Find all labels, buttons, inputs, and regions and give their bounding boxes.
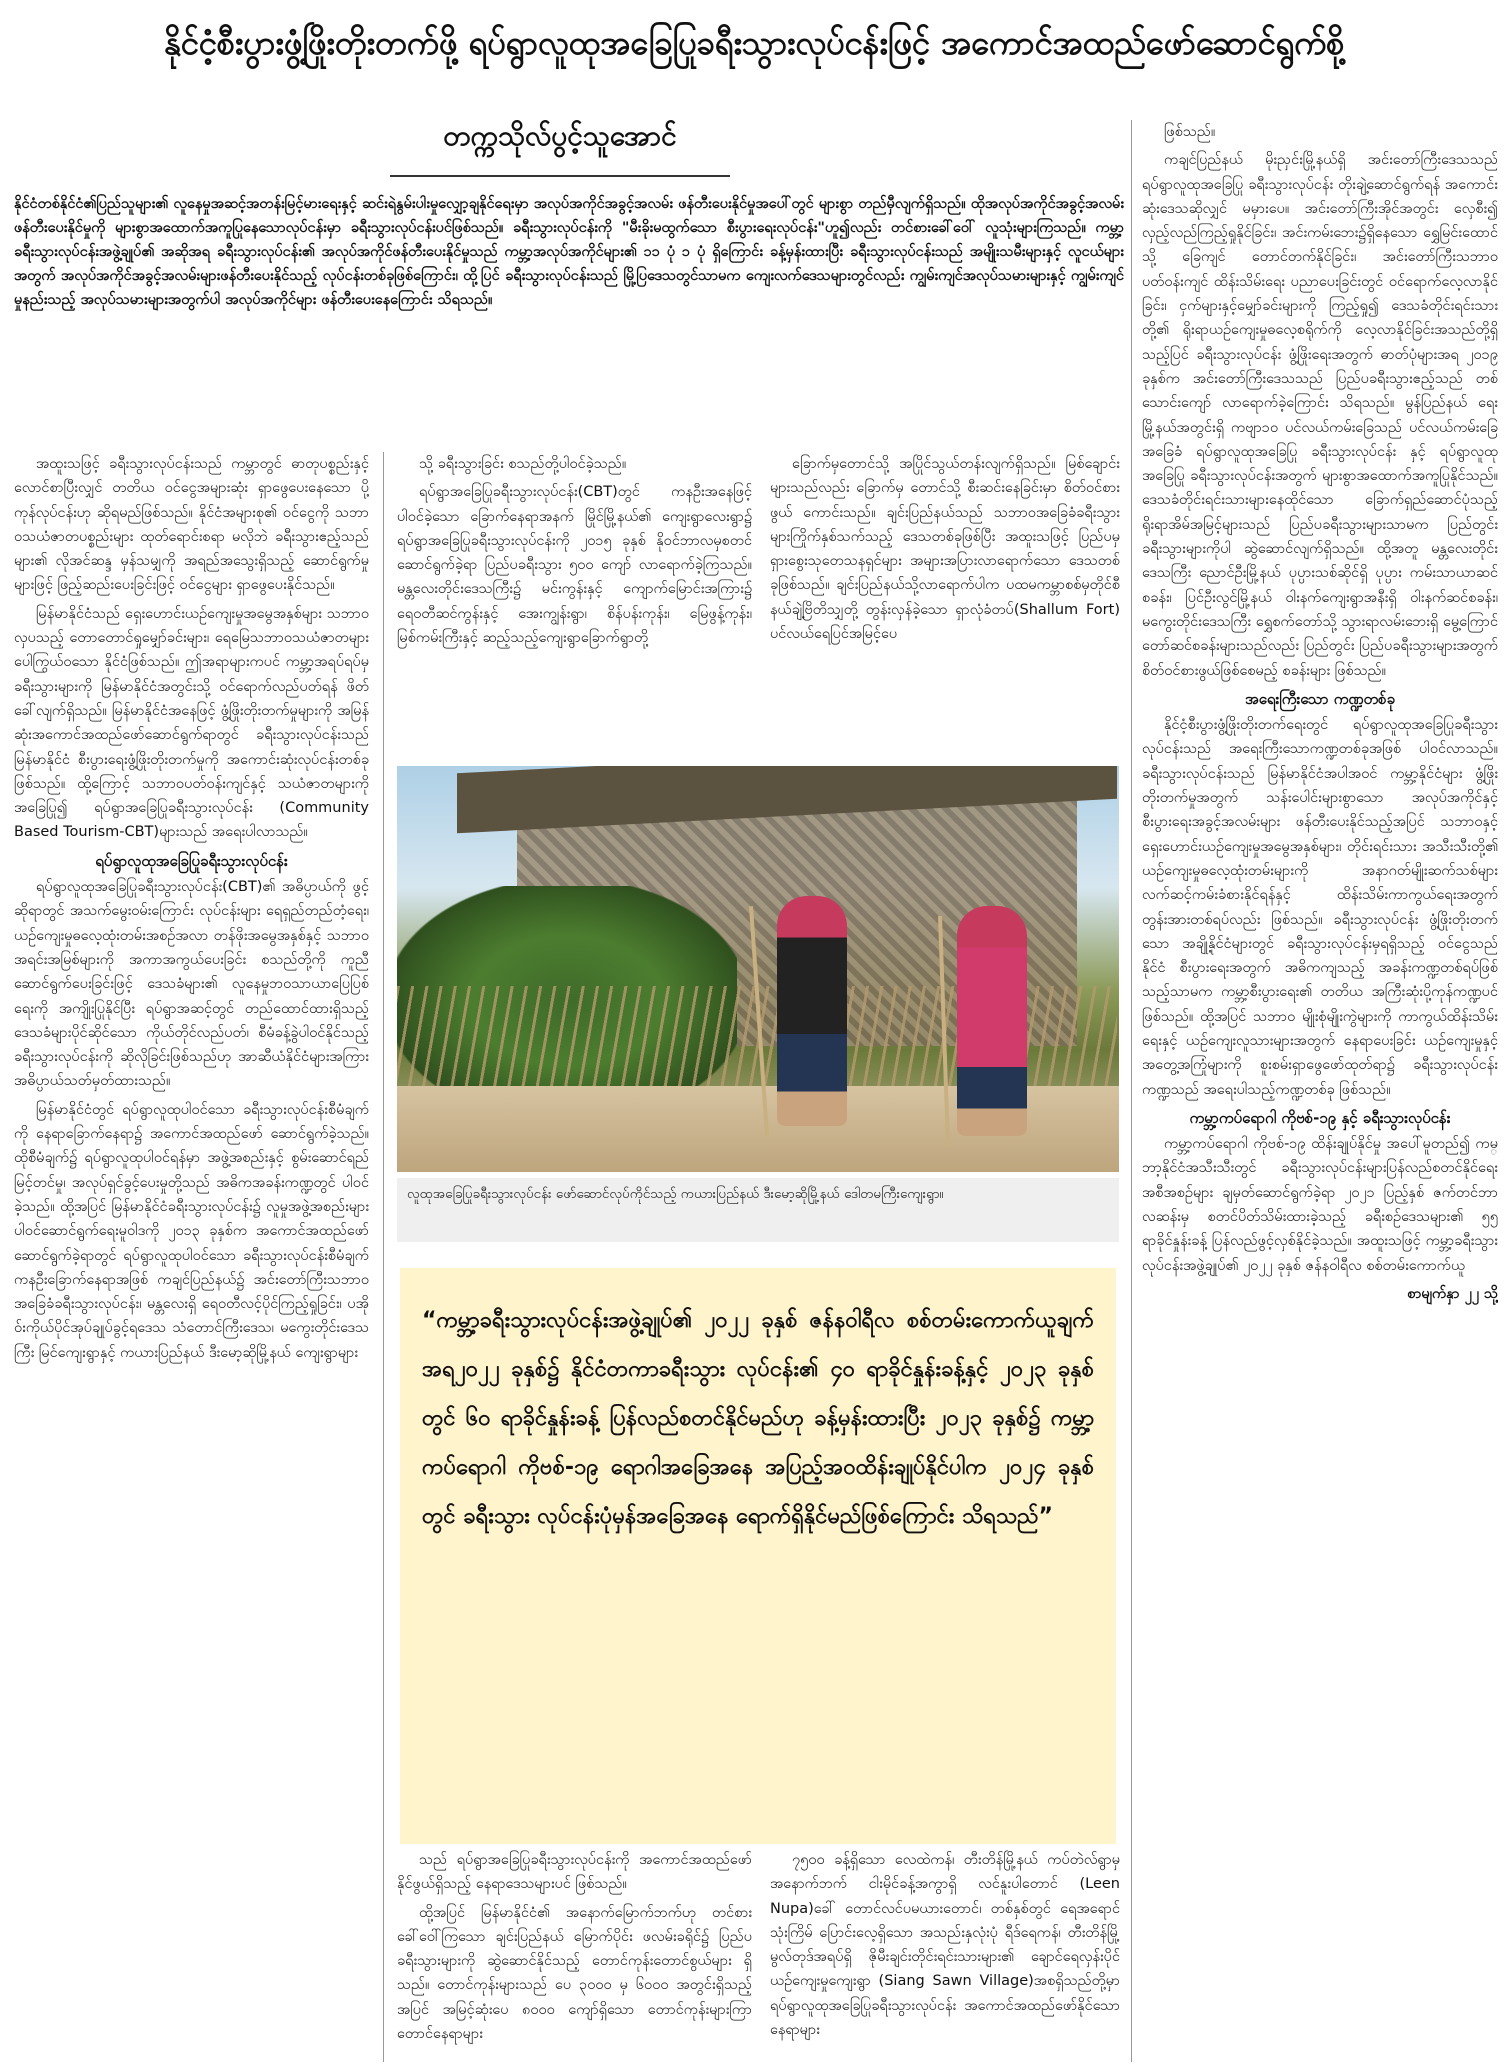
column-3-bottom (770, 1848, 1120, 2062)
subheading: အရေးကြီးသော ကဏ္ဍတစ်ခု (1244, 689, 1396, 708)
column-3-top (770, 452, 1120, 760)
intro-paragraph: နိုင်ငံတစ်နိုင်ငံ၏ပြည်သူများ၏ လူနေမှုအဆင့်အတန်းမြင့်မားရေးနှင့် ဆင်းရဲနွမ်းပါးမှုလျှော့ချနိုင်ရေးမှာ အလုပ်အကိုင်အခွင့်အလမ်း ဖန်တီးပေးနိုင်မှုအပေါ်တွင် များစွာ တည်မှီလျက်ရှိသည်။ ထိုအလုပ်အကိုင်အခွင့်အလမ်း ဖန်တီးပေးနိုင်မှုကို များစွာအထောက်အကူပြုနေသောလုပ်ငန်းမှာ ခရီးသွားလုပ်ငန်းပင်ဖြစ်သည်။ ခရီးသွားလုပ်ငန်းကို "မီးခိုးမထွက်သော စီးပွားရေးလုပ်ငန်း"ဟူ၍လည်း တင်စားခေါ်ဝေါ် လူသုံးများကြသည်။ ကမ္ဘာ့ခရီးသွားလုပ်ငန်းအဖွဲ့ချုပ်၏ အဆိုအရ ခရီးသွားလုပ်ငန်း၏ အလုပ်အကိုင်ဖန်တီးပေးနိုင်မှုသည် ကမ္ဘာ့အလုပ်အကိုင်များ၏ ၁၁ ပုံ ၁ ပုံ ရှိကြောင်း ခန့်မှန်းထားပြီး ခရီးသွားလုပ်ငန်းသည် အမျိုးသမီးများနှင့် လူငယ်များအတွက် အလုပ်အကိုင်အခွင့်အလမ်းများဖန်တီးပေးနိုင်သည့် လုပ်ငန်းတစ်ခုဖြစ်ကြောင်း၊ ထို့ပြင် ခရီးသွားလုပ်ငန်းသည် မြို့ပြဒေသတွင်သာမက ကျေးလက်ဒေသများတွင်လည်း ကျွမ်းကျင်အလုပ်သမားများနှင့် ကျွမ်းကျင်မှုနည်းသည့် အလုပ်သမားများအတွက်ပါ အလုပ်အကိုင်များ ဖန်တီးပေးနေကြောင်း သိရသည်။ (14, 196, 1124, 308)
paragraph: ခြောက်မှတောင်သို့ အပြိုင်သွယ်တန်းလျက်ရှိသည်။ မြစ်ချောင်းများသည်လည်း ခြောက်မှ တောင်သို့ စီးဆင်းနေခြင်းမှာ စိတ်ဝင်စားဖွယ် ကောင်းသည်။ ချင်းပြည်နယ်သည် သဘာဝအခြေခံခရီးသွားများကြိုက်နှစ်သက်သည့် ဒေသတစ်ခုဖြစ်ပြီး အထူးသဖြင့် ပြည်ပမှ ရှားစွေးသုတေသနရှင်များ အများအပြားလာရောက်သော ဒေသတစ်ခုဖြစ်သည်။ ချင်းပြည်နယ်သို့လာရောက်ပါက ပထမကမ္ဘာစစ်မှတိုင်စီ နယ်ချဲ့ဗြိတိသျှတို့ တွန်းလှန်ခဲ့သော ရှာလုံခံတပ်(Shallum Fort) ပင်လယ်ရေပြင်အမြင့်ပေ (770, 456, 1120, 643)
paragraph: ရပ်ရွာလူထုအခြေပြုခရီးသွားလုပ်ငန်း(CBT)၏ အဓိပ္ပာယ်ကို ဖွင့်ဆိုရာတွင် အသက်မွေးဝမ်းကြောင်း လုပ်ငန်းများ ရေရှည်တည်တံ့ရေး၊ ယဉ်ကျေးမှုဓလေ့ထုံးတမ်းအစဉ်အလာ တန်ဖိုးအမွေအနှစ်နှင့် သဘာဝအရင်းအမြစ်များကို အကာအကွယ်ပေးခြင်း စသည်တို့ကို ကူညီဆောင်ရွက်ပေးခြင်းဖြင့် ဒေသခံများ၏ လူနေမှုဘဝသာယာပြေပြစ်ရေးကို အကျိုးပြုနိုင်ပြီး ရပ်ရွာအဆင့်တွင် တည်ထောင်ထားရှိသည့် ဒေသခံများပိုင်ဆိုင်သော ကိုယ်တိုင်လည်ပတ်၊ စီမံခန့်ခွဲပါဝင်နိုင်သည့် ခရီးသွားလုပ်ငန်းကို ဆိုလိုခြင်းဖြစ်သည်ဟု အာဆီယံနိုင်ငံများအကြား အဓိပ္ပာယ်သတ်မှတ်ထားသည်။ (14, 879, 369, 1090)
headline: နိုင်ငံ့စီးပွားဖွံ့ဖြိုးတိုးတက်ဖို့ ရပ်ရွာလူထုအခြေပြုခရီးသွားလုပ်ငန်းဖြင့် အကောင်အထည်ဖော်ဆောင်ရွက်စို့ (163, 23, 1345, 62)
paragraph: ကချင်ပြည်နယ် မိုးညှင်းမြို့နယ်ရှိ အင်းတော်ကြီးဒေသသည် ရပ်ရွာလူထုအခြေပြု ခရီးသွားလုပ်ငန်း တိုးချဲ့ဆောင်ရွက်ရန် အကောင်းဆုံးဒေသဆိုလျှင် မမှားပေ။ အင်းတော်ကြီးအိုင်အတွင်း လှေစီး၍ လှည့်လည်ကြည့်ရှုနိုင်ခြင်း၊ အင်းကမ်းဘေး၌ရှိနေသော ရွှေမြင်းထောင်သို့ ခြေကျင် တောင်တက်နိုင်ခြင်း၊ အင်းတော်ကြီးသဘာဝပတ်ဝန်းကျင် ထိန်းသိမ်းရေး ပညာပေးခြင်းတွင် ဝင်ရောက်လေ့လာနိုင်ခြင်း၊ ငှက်များနှင့်မျှော်ခင်းများကို ကြည့်ရှု၍ ဒေသခံတိုင်းရင်းသားတို့၏ ရိုးရာယဉ်ကျေးမှုဓလေ့စရိုက်ကို လေ့လာနိုင်ခြင်းအသည်တို့ရှိသည့်ပြင် ခရီးသွားလုပ်ငန်း ဖွံ့ဖြိုးရေးအတွက် ဓာတ်ပုံများအရ ၂၀၁၉ ခုနှစ်က အင်းတော်ကြီးဒေသသည် ပြည်ပခရီးသွားဧည့်သည် တစ်သောင်းကျော် လာရောက်ခဲ့ကြောင်း သိရသည်။ မွန်ပြည်နယ် ရေးမြို့နယ်အတွင်းရှိ ကဗျာ၁၀ ပင်လယ်ကမ်းခြေသည် ပင်လယ်ကမ်းခြေအခြေခံ ရပ်ရွာလူထုအခြေပြု ခရီးသွားလုပ်ငန်း နှင့် ရပ်ရွာလူထုအခြေပြု ခရီးသွားလုပ်ငန်းအတွက် များစွာအထောက်အကူပြုနိုင်သည်။ ဒေသခံတိုင်းရင်းသားများနေထိုင်သော ခြောက်ရှည်ဆောင်ပုံသည့် ရိုးရာအိမ်အမြင့်များသည် ပြည်ပခရီးသွားများသာမက ပြည်တွင်းခရီးသွားများကိုပါ ဆွဲဆောင်လျက်ရှိသည်။ ထို့အတူ မန္တလေးတိုင်းဒေသကြီး ညောင်ဦးမြို့နယ် ပုပ္ပားသစ်ဆိုင်ရှိ ပုပ္ပား ကမ်းသာယာဆင်စခန်း၊ ပြင်ဦးလွင်မြို့နယ် ဝါးနက်ကျေးရွာအနီးရှိ ဝါးနက်ဆင်စခန်း၊ မကွေးတိုင်းဒေသကြီး ရွှေစက်တော်သို့ သွားရာလမ်းဘေးရှိ မွေ့ကြောင်တော်ဆင်စခန်းများသည်လည်း ပြည်တွင်း ပြည်ပခရီးသွားများအတွက် စိတ်ဝင်စားဖွယ်ဖြစ်စေမည့် စခန်းများ ဖြစ်သည်။ (1142, 152, 1498, 679)
paragraph: ကမ္ဘာ့ကပ်ရောဂါ ကိုဗစ်-၁၉ ထိန်းချုပ်နိုင်မှု အပေါ်မူတည်၍ ကမ္ဘာ့နိုင်ငံအသီးသီးတွင် ခရီးသွားလုပ်ငန်းများပြန်လည်စတင်နိုင်ရေး အစီအစဉ်များ ချမှတ်ဆောင်ရွက်ခဲ့ရာ ၂၀၂၁ ပြည့်နှစ် ဇက်တင်ဘာလဆန်းမှ စတင်ပိတ်သိမ်းထားခဲ့သည့် ခရီးစဉ်ဒေသများ၏ ၅၅ ရာခိုင်နှုန်းခန့် ပြန်လည်ဖွင့်လှစ်နိုင်ခဲ့သည်။ အထူးသဖြင့် ကမ္ဘာ့ခရီးသွားလုပ်ငန်းအဖွဲ့ချုပ်၏ ၂၀၂၂ ခုနှစ် ဇန်နဝါရီလ စစ်တမ်းကောက်ယူ (1142, 1136, 1498, 1274)
byline: တက္ကသိုလ်ပွင့်သူအောင် (443, 119, 677, 152)
column-divider (383, 452, 384, 2062)
subheading: ကမ္ဘာ့ကပ်ရောဂါ ကိုဗစ်-၁၉ နှင့် ခရီးသွားလုပ်ငန်း (1189, 1108, 1451, 1127)
subheading: ရပ်ရွာလူထုအခြေပြုခရီးသွားလုပ်ငန်း (95, 851, 288, 870)
pull-quote: “ကမ္ဘာ့ခရီးသွားလုပ်ငန်းအဖွဲ့ချုပ်၏ ၂၀၂၂ ခုနှစ် ဇန်နဝါရီလ စစ်တမ်းကောက်ယူချက်အရ၂၀၂၂ ခုနှစ်၌ နိုင်ငံတကာခရီးသွား လုပ်ငန်း၏ ၄၀ ရာခိုင်နှုန်းခန့်နှင့် ၂၀၂၃ ခုနှစ်တွင် ၆၀ ရာခိုင်နှုန်းခန့် ပြန်လည်စတင်နိုင်မည်ဟု ခန့်မှန်းထားပြီး ၂၀၂၃ ခုနှစ်၌ ကမ္ဘာ့ကပ်ရောဂါ ကိုဗစ်-၁၉ ရောဂါအခြေအနေ အပြည့်အဝထိန်းချုပ်နိုင်ပါက ၂၀၂၄ ခုနှစ်တွင် ခရီးသွား လုပ်ငန်းပုံမှန်အခြေအနေ ရောက်ရှိနိုင်မည်ဖြစ်ကြောင်း သိရသည်” (400, 1268, 1116, 1844)
photo-woman-left (777, 896, 847, 1126)
article-photo (397, 766, 1119, 1172)
byline-divider (390, 175, 730, 177)
paragraph: မြန်မာနိုင်ငံတွင် ရပ်ရွာလူထုပါဝင်သော ခရီးသွားလုပ်ငန်းစီမံချက်ကို နေရာခြောက်နေရာ၌ အကောင်အထည်ဖော် ဆောင်ရွက်ခဲ့သည်။ ထိုစီမံချက်၌ ရပ်ရွာလူထုပါဝင်ရန်မှာ အဖွဲ့အစည်းနှင့် စွမ်းဆောင်ရည်မြင့်တင်မှု၊ အလုပ်ရှင်ခွင့်ပေးမှုတို့သည် အဓိကအခန်းကဏ္ဍတွင် ပါဝင်ခဲ့သည်။ ထို့အပြင် မြန်မာနိုင်ငံခရီးသွားလုပ်ငန်း၌ လူမှုအဖွဲ့အစည်းများ ပါဝင်ဆောင်ရွက်ရေးမူဝါဒကို ၂၀၁၃ ခုနှစ်က အကောင်အထည်ဖော်ဆောင်ရွက်ခဲ့ရာတွင် ရပ်ရွာလူထုပါဝင်သော ခရီးသွားလုပ်ငန်းစီမံချက် ကနဦးခြောက်နေရာအဖြစ် ကချင်ပြည်နယ်၌ အင်းတော်ကြီးသဘာဝအခြေခံခရီးသွားလုပ်ငန်း၊ မန္တလေးရှိ ရေဝတီလင့်ပိုင်ကြည့်ရှုခြင်း၊ ပအိုဝ်းကိုယ်ပိုင်အုပ်ချုပ်ခွင့်ရဒေသ သံတောင်ကြီးဒေသ၊ မကွေးတိုင်းဒေသကြီး မြင်ကျေးရွာနှင့် ကယားပြည်နယ် ဒီးမော့ဆိုမြို့နယ် ကျေးရွာများ (14, 1101, 369, 1361)
paragraph: အထူးသဖြင့် ခရီးသွားလုပ်ငန်းသည် ကမ္ဘာတွင် ဓာတုပစ္စည်းနှင့်လောင်စာပြီးလျှင် တတိယ ဝင်ငွေအများဆုံး ရှာဖွေပေးနေသော ပို့ကုန်လုပ်ငန်းဟု ဆိုရမည်ဖြစ်သည်။ နိုင်ငံအများစု၏ ဝင်ငွေကို သဘာဝသယံဇာတပစ္စည်းများ ထုတ်ရောင်းစရာ မလိုဘဲ ခရီးသွားဧည့်သည်များ၏ လိုအင်ဆန္ဒ မှန်သမျှကို အရည်အသွေးရှိသည့် ဆောင်ရွက်မှုများဖြင့် ဖြည့်ဆည်းပေးခြင်းဖြင့် ဝင်ငွေများ ရှာဖွေပေးနိုင်သည်။ (14, 456, 369, 594)
paragraph: ထို့အပြင် မြန်မာနိုင်ငံ၏ အနောက်မြောက်ဘက်ဟု တင်စားခေါ်ဝေါ်ကြသော ချင်းပြည်နယ် မြောက်ပိုင်း ဖလမ်းခရိုင်၌ ပြည်ပခရီးသွားများကို ဆွဲဆောင်နိုင်သည့် တောင်ကုန်းတောင်စွယ်များ ရှိသည်။ တောင်ကုန်းများသည် ပေ ၃၀၀၀ မှ ၆၀၀၀ အတွင်းရှိသည့်အပြင် အမြင့်ဆုံးပေ ၈၀၀၀ ကျော်ရှိသော တောင်ကုန်းများကြာ တောင်နေရာများ (397, 1904, 752, 2043)
paragraph: သည် ရပ်ရွာအခြေပြုခရီးသွားလုပ်ငန်းကို အကောင်အထည်ဖော်နိုင်ဖွယ်ရှိသည့် နေရာဒေသများပင် ဖြစ်သည်။ (397, 1852, 752, 1893)
paragraph: ၇၅၀၀ ခန့်ရှိသော လေထဲကန်၊ တီးတိန်မြို့နယ် ကပ်တဲလ်ရွာမှ အနောက်ဘက် ငါးမိုင်ခန့်အကွာရှိ လင်နူးပါတောင် (Leen Nupa)ခေါ် တောင်လင်ပမယားတောင်၊ တစ်နှစ်တွင် ရေအရောင်သုံးကြိမ် ပြောင်းလေ့ရှိသော အသည်းနှလုံးပုံ ရီဒ်ရေကန်၊ တီးတိန်မြို့ မွလ်တုဒ်အရပ်ရှိ ဇိုမီးချင်းတိုင်းရင်းသားများ၏ ချောင်ရေလှန်းပိုင် ယဉ်ကျေးမှုကျေးရွာ (Siang Sawn Village)အစရှိသည်တို့မှာ ရပ်ရွာလူထုအခြေပြုခရီးသွားလုပ်ငန်း အကောင်အထည်ဖော်နိုင်သော နေရာများ (770, 1852, 1120, 2039)
column-divider (1131, 120, 1132, 2062)
paragraph: ဖြစ်သည်။ (1164, 124, 1216, 140)
continued-on-page[interactable]: စာမျက်နှာ ၂၂ သို့ (1407, 1285, 1498, 1302)
column-4 (1142, 120, 1498, 2062)
photo-caption: လူထုအခြေပြုခရီးသွားလုပ်ငန်း ဖော်ဆောင်လုပ်ကိုင်သည့် ကယားပြည်နယ် ဒီးမော့ဆိုမြို့နယ် ဒေါတမကြီးကျေးရွာ။ (397, 1178, 1119, 1242)
column-1 (14, 452, 369, 2062)
photo-woman-right (957, 906, 1027, 1136)
column-2-bottom (397, 1848, 752, 2062)
paragraph: ရပ်ရွာအခြေပြုခရီးသွားလုပ်ငန်း(CBT)တွင် ကနဦးအနေဖြင့် ပါဝင်ခဲ့သော ခြောက်နေရာအနက် မြိုင်မြို့နယ်၏ ကျေးရွာလေးရွာ၌ ရပ်ရွာအခြေပြုခရီးသွားလုပ်ငန်းကို ၂၀၁၅ ခုနှစ် နိုဝင်ဘာလမှစတင်ဆောင်ရွက်ခဲ့ရာ ပြည်ပခရီးသွား ၅၀၀ ကျော် လာရောက်ခဲ့ကြသည်။ မန္တလေးတိုင်းဒေသကြီး၌ မင်းကွန်းနှင့် ကျောက်မြောင်းအကြား၌ ရေဝတီဆင်ကွန်းနှင့် အေးကျွန်းရွာ၊ စိန်ပန်းကုန်း၊ မြေဖွန့်ကုန်း၊ မြစ်ကမ်းကြီးနှင့် ဆည့်သည့်ကျေးရွာခြောက်ရွာတို့ (397, 484, 752, 647)
paragraph: မြန်မာနိုင်ငံသည် ရှေးဟောင်းယဉ်ကျေးမှုအမွေအနှစ်များ သဘာဝလှပသည့် တောတောင်ရှုမျှော်ခင်းများ၊ ရေမြေသဘာဝသယံဇာတများ ပေါကြွယ်ဝသော နိုင်ငံဖြစ်သည်။ ဤအရာများကပင် ကမ္ဘာ့အရပ်ရပ်မှ ခရီးသွားများကို မြန်မာနိုင်ငံအတွင်းသို့ ဝင်ရောက်လည်ပတ်ရန် ဖိတ်ခေါ်လျက်ရှိသည်။ မြန်မာနိုင်ငံအနေဖြင့် ဖွံ့ဖြိုးတိုးတက်မှုများကို အမြန်ဆုံးအကောင်အထည်ဖော်ဆောင်ရွက်ရာတွင် ခရီးသွားလုပ်ငန်းသည် မြန်မာနိုင်ငံ စီးပွားရေးဖွံ့ဖြိုးတိုးတက်မှုကို အကောင်းဆုံးလုပ်ငန်းတစ်ခုဖြစ်သည်။ ထို့ကြောင့် သဘာဝပတ်ဝန်းကျင်နှင့် သယံဇာတများကို အခြေပြု၍ ရပ်ရွာအခြေပြုခရီးသွားလုပ်ငန်း (Community Based Tourism-CBT)များသည် အရေးပါလာသည်။ (14, 605, 369, 841)
paragraph: သို့ ခရီးသွားခြင်း စသည်တို့ပါဝင်ခဲ့သည်။ (419, 456, 627, 472)
paragraph: နိုင်ငံ့စီးပွားဖွံ့ဖြိုးတိုးတက်ရေးတွင် ရပ်ရွာလူထုအခြေပြုခရီးသွားလုပ်ငန်းသည် အရေးကြီးသောကဏ္ဍတစ်ခုအဖြစ် ပါဝင်လာသည်။ ခရီးသွားလုပ်ငန်းသည် မြန်မာနိုင်ငံအပါအဝင် ကမ္ဘာ့နိုင်ငံများ ဖွံ့ဖြိုးတိုးတက်မှုအတွက် သန်းပေါင်းများစွာသော အလုပ်အကိုင်နှင့် စီးပွားရေးအခွင့်အလမ်းများ ဖန်တီးပေးနိုင်သည့်အပြင် သဘာဝနှင့် ရှေးဟောင်းယဉ်ကျေးမှုအမွေအနှစ်များ၊ တိုင်းရင်းသား အသီးသီးတို့၏ ယဉ်ကျေးမှုဓလေ့ထုံးတမ်းများကို အနာဂတ်မျိုးဆက်သစ်များ လက်ဆင့်ကမ်းခံစားနိုင်ရန်နှင့် ထိန်းသိမ်းကာကွယ်ရေးအတွက် တွန်းအားတစ်ရပ်လည်း ဖြစ်သည်။ ခရီးသွားလုပ်ငန်း ဖွံ့ဖြိုးတိုးတက်သော အချို့နိုင်ငံများတွင် ခရီးသွားလုပ်ငန်းမှရရှိသည့် ဝင်ငွေသည် နိုင်ငံ စီးပွားရေးအတွက် အဓိကကျသည့် အခန်းကဏ္ဍတစ်ရပ်ဖြစ်သည့်သာမက ကမ္ဘာ့စီးပွားရေး၏ တတိယ အကြီးဆုံးပို့ကုန်ကဏ္ဍပင်ဖြစ်သည်။ ထို့အပြင် သဘာဝ မျိုးစုံမျိုးကွဲများကို ကာကွယ်ထိန်းသိမ်းရေးနှင့် ယဉ်ကျေးလူသားများအတွက် နေရာပေးခြင်း ယဉ်ကျေးမှုနှင့်အတွေ့အကြုံများကို စူးစမ်းရှာဖွေဖော်ထုတ်ရာ၌ ခရီးသွားလုပ်ငန်းကဏ္ဍသည် အရေးပါသည့်ကဏ္ဍတစ်ခု ဖြစ်သည်။ (1142, 717, 1498, 1098)
column-2-top (397, 452, 752, 760)
